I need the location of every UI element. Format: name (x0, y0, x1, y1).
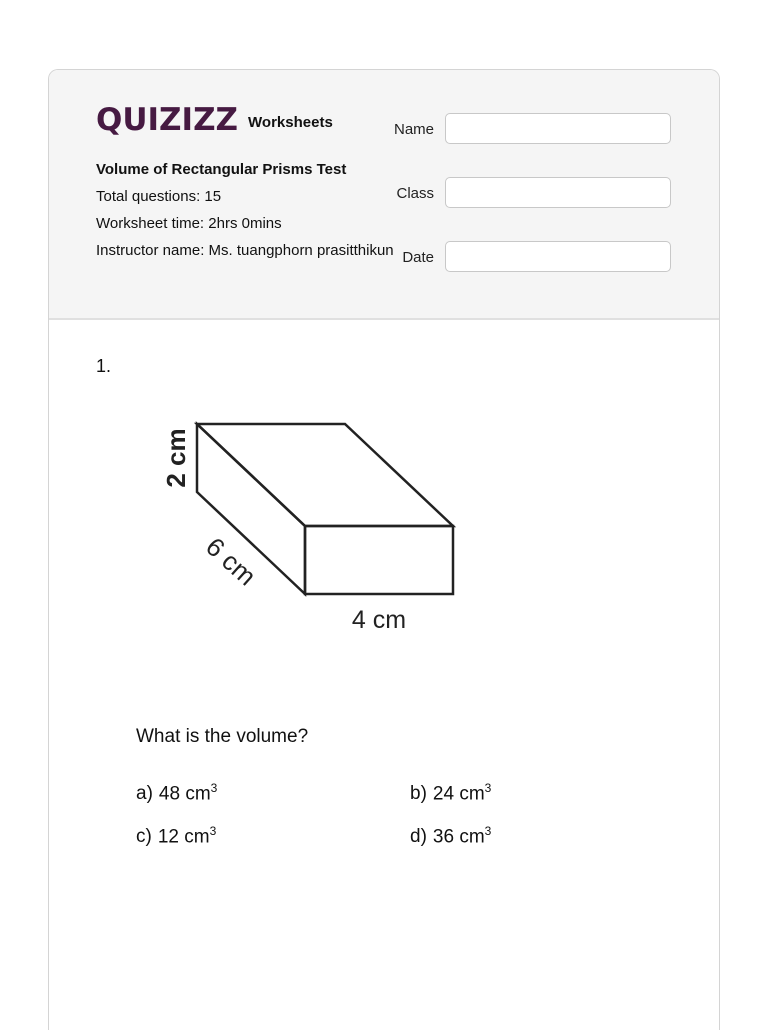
worksheet-time: Worksheet time: 2hrs 0mins (96, 215, 282, 232)
choice-c-value: 12 cm (157, 826, 210, 848)
choice-a-label: a) (136, 783, 153, 805)
class-field[interactable] (445, 177, 671, 208)
choice-a[interactable] (136, 781, 217, 805)
choice-a-exponent: 3 (210, 781, 218, 795)
worksheet-title: Volume of Rectangular Prisms Test (96, 161, 347, 178)
depth-label: 6 cm (200, 531, 262, 592)
choice-b[interactable] (410, 781, 491, 805)
date-label: Date (402, 249, 434, 266)
choice-a-value: 48 cm (158, 783, 211, 805)
quizizz-logo: QUIZIZZ (96, 102, 239, 138)
prism-top-face (197, 424, 453, 526)
choice-b-label: b) (410, 783, 427, 805)
width-label: 4 cm (351, 606, 407, 634)
choice-c[interactable] (136, 824, 216, 848)
prism-front-face (305, 526, 453, 594)
height-label: 2 cm (161, 428, 191, 488)
class-label: Class (396, 185, 434, 202)
date-field[interactable] (445, 241, 671, 272)
brand-subtitle: Worksheets (248, 114, 333, 131)
choice-d-exponent: 3 (484, 824, 492, 838)
choice-b-exponent: 3 (484, 781, 492, 795)
total-questions: Total questions: 15 (96, 188, 222, 205)
question-number: 1. (96, 356, 112, 376)
choice-d-label: d) (410, 826, 427, 848)
question-prompt: What is the volume? (136, 726, 309, 747)
worksheet-info (96, 160, 396, 268)
brand (96, 103, 333, 137)
choice-d-value: 36 cm (432, 826, 485, 848)
choice-c-exponent: 3 (209, 824, 217, 838)
choice-b-value: 24 cm (432, 783, 485, 805)
rectangular-prism-figure (145, 410, 475, 650)
worksheet-header (49, 70, 719, 320)
name-field[interactable] (445, 113, 671, 144)
choice-d[interactable] (410, 824, 491, 848)
worksheet-page (48, 69, 720, 1030)
name-label: Name (393, 121, 434, 138)
instructor-name: Instructor name: Ms. tuangphorn prasitthikun (96, 242, 394, 259)
choice-c-label: c) (136, 826, 152, 848)
